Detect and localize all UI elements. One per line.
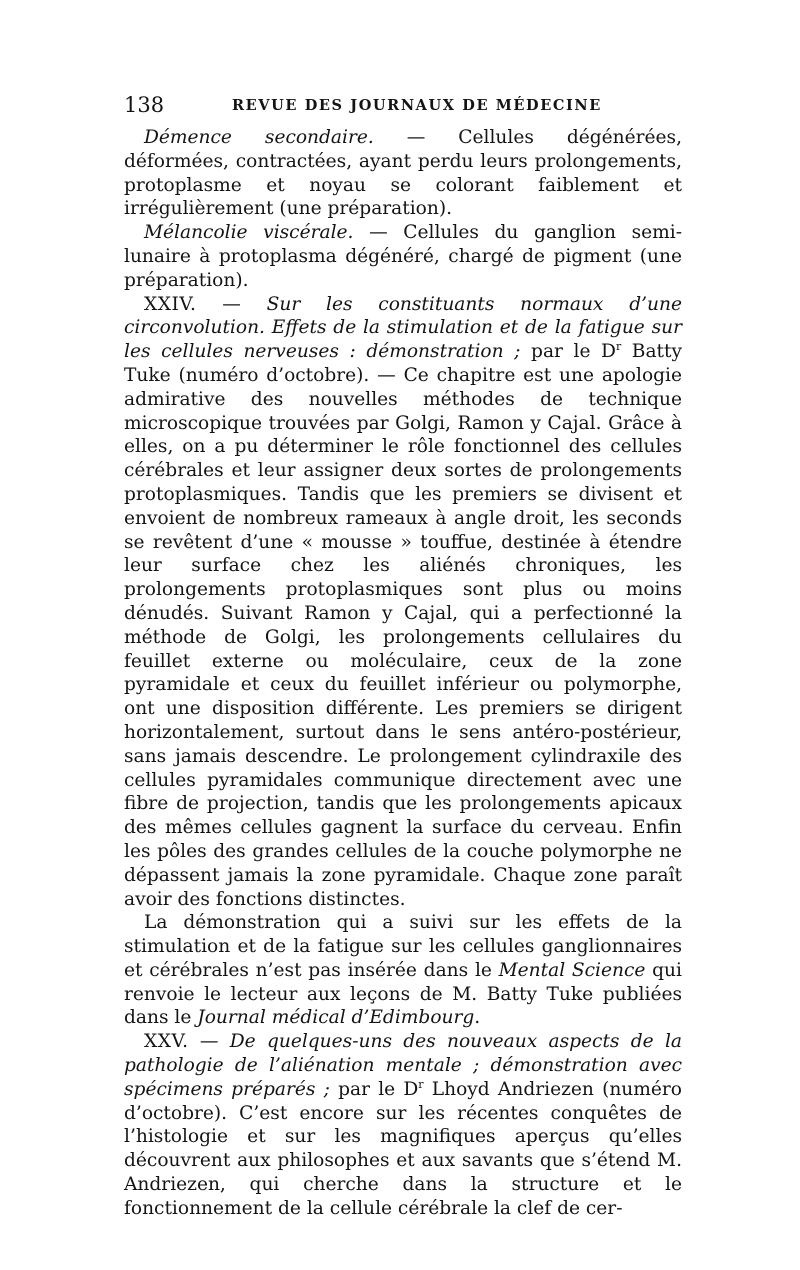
doctor-superscript: r	[418, 1077, 424, 1091]
section-title: De quelques-uns des nouveaux aspects de la pathologie de l’aliénation mentale ; démonstration avec spécimens préparés ;	[124, 1031, 682, 1100]
paragraph-demence-secondaire	[124, 126, 682, 221]
paragraph-title: Démence secondaire.	[144, 127, 374, 148]
paragraph-text: .	[474, 1007, 481, 1029]
section-title: Sur les constituants normaux d’une circonvolution. Effets de la stimulation et de la fatigue sur les cellules nerveuses : démonstration ;	[124, 293, 682, 363]
paragraph-text: La démonstration qui a suivi sur les effets de la stimulation et de la fatigue sur les cellules ganglionnaires et cérébrales n’est pas insérée dans le	[124, 912, 682, 981]
paragraph-melancolie-viscerale	[124, 221, 682, 292]
running-title: REVUE DES JOURNAUX DE MÉDECINE	[232, 97, 602, 114]
paragraph-xxiv	[124, 293, 682, 912]
paragraph-text: — Cellules dégénérées, déformées, contractées, ayant perdu leurs prolongements, protoplasme et noyau se colorant faiblement et irrégulièrement (une préparation).	[124, 127, 683, 220]
section-number: XXV.	[144, 1031, 189, 1053]
paragraph-demonstration	[124, 911, 682, 1030]
paragraph-title: Mélancolie viscérale.	[144, 222, 354, 244]
section-text: Batty Tuke (numéro d’octobre). — Ce chapitre est une apologie admirative des nouvelles méthodes de technique microscopique trouvées par Golgi, Ramon y Cajal. Grâce à elles, on a pu déterminer le rôle fonctionnel des cellules cérébrales et leur assigner deux sortes de prolongements protoplasmiques. Tandis que les premiers se divisent et envoient de nombreux rameaux à angle droit, les seconds se revêtent d’une « mousse » touffue, destinée à étendre leur surface chez les aliénés chroniques, les prolongements protoplasmiques sont plus ou moins dénudés. Suivant Ramon y Cajal, qui a perfectionné la méthode de Golgi, les prolongements cellulaires du feuillet externe ou moléculaire, ceux de la zone pyramidale et ceux du feuillet inférieur ou polymorphe, ont une disposition différente. Les premiers se dirigent horizontalement, surtout dans le sens antéro-postérieur, sans jamais descendre. Le prolongement cylindraxile des cellules pyramidales communique directement avec une fibre de projection, tandis que les prolongements apicaux des mêmes cellules gagnent la surface du cerveau. Enfin les pôles des grandes cellules de la couche polymorphe ne dépassent jamais la zone pyramidale. Chaque zone paraît avoir des fonctions distinctes.	[124, 341, 683, 910]
paragraph-text: qui renvoie le lecteur aux leçons de M. Batty Tuke publiées dans le	[124, 959, 682, 1029]
doctor-superscript: r	[615, 340, 622, 354]
section-number: XXIV.	[144, 293, 197, 315]
author-prefix: par le D	[329, 1078, 419, 1100]
section-text: Lhoyd Andriezen (numéro d’octobre). C’est encore sur les récentes conquêtes de l’histologie et sur les magnifiques aperçus qu’elles découvrent aux philosophes et aux savants que s’étend M. Andriezen, qui cherche dans la structure et le fonctionnement de la cellule cérébrale la clef de cer-	[124, 1078, 682, 1219]
page-header	[124, 90, 684, 120]
paragraph-text: — Cellules du ganglion semi-lunaire à protoplasma dégénéré, chargé de pigment (une préparation).	[124, 222, 682, 291]
section-dash: —	[196, 293, 267, 315]
page-body	[124, 126, 682, 1221]
page-number: 138	[124, 93, 165, 117]
author-prefix: par le D	[520, 341, 616, 363]
paragraph-xxv	[124, 1030, 682, 1220]
journal-title: Journal médical d’Edimbourg	[197, 1007, 475, 1029]
section-dash: —	[188, 1031, 230, 1053]
journal-title: Mental Science	[498, 959, 646, 981]
